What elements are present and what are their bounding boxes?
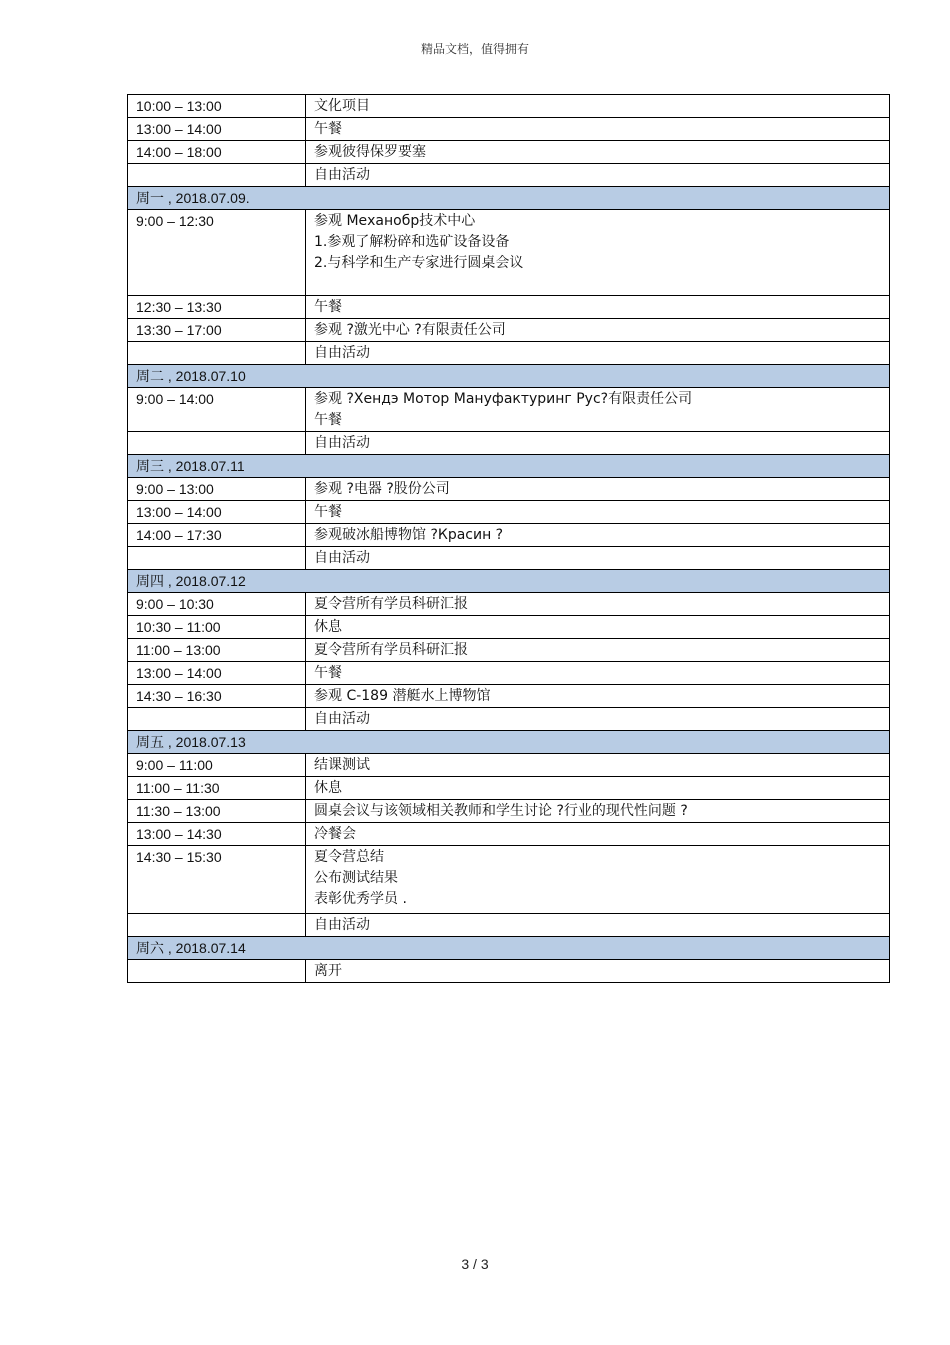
activity-text: 公布测试结果: [314, 870, 398, 886]
schedule-table: [127, 94, 890, 983]
time-cell: 10:00 – 13:00: [128, 95, 306, 118]
time-cell: 9:00 – 14:00: [128, 388, 306, 432]
schedule-row: [128, 342, 890, 365]
day-label: 周二 , 2018.07.10: [128, 365, 890, 388]
time-cell: 10:30 – 11:00: [128, 616, 306, 639]
schedule-row: [128, 524, 890, 547]
time-cell: 9:00 – 11:00: [128, 754, 306, 777]
time-cell: [128, 914, 306, 937]
day-header-row: [128, 570, 890, 593]
activity-cell: [306, 777, 890, 800]
schedule-row: [128, 547, 890, 570]
activity-text: 离开: [314, 963, 342, 979]
schedule-row: [128, 593, 890, 616]
day-label: 周三 , 2018.07.11: [128, 455, 890, 478]
day-label: 周四 , 2018.07.12: [128, 570, 890, 593]
activity-cell: [306, 210, 890, 296]
activity-cell: [306, 432, 890, 455]
schedule-row: [128, 754, 890, 777]
activity-text: 午餐: [314, 299, 342, 315]
time-cell: [128, 432, 306, 455]
activity-text: 圆桌会议与该领域相关教师和学生讨论 ?行业的现代性问题 ?: [314, 803, 688, 819]
activity-text: 表彰优秀学员 .: [314, 891, 407, 907]
time-cell: [128, 342, 306, 365]
schedule-row: [128, 800, 890, 823]
activity-cell: [306, 95, 890, 118]
schedule-row: [128, 662, 890, 685]
activity-text: 休息: [314, 619, 342, 635]
activity-cell: [306, 342, 890, 365]
activity-text: 参观 Механобр技术中心: [314, 213, 476, 229]
time-cell: 11:00 – 13:00: [128, 639, 306, 662]
activity-text: 自由活动: [314, 550, 370, 566]
day-label: 周六 , 2018.07.14: [128, 937, 890, 960]
schedule-row: [128, 141, 890, 164]
activity-text: 2.与科学和生产专家进行圆桌会议: [314, 255, 524, 271]
activity-cell: [306, 501, 890, 524]
activity-cell: [306, 846, 890, 914]
activity-cell: [306, 800, 890, 823]
time-cell: 9:00 – 13:00: [128, 478, 306, 501]
activity-cell: [306, 662, 890, 685]
activity-text: 午餐: [314, 504, 342, 520]
schedule-body: [128, 95, 890, 983]
time-cell: 11:00 – 11:30: [128, 777, 306, 800]
day-header-row: [128, 731, 890, 754]
activity-cell: [306, 639, 890, 662]
activity-text: 自由活动: [314, 167, 370, 183]
time-cell: 13:00 – 14:30: [128, 823, 306, 846]
day-header-row: [128, 937, 890, 960]
time-cell: 9:00 – 10:30: [128, 593, 306, 616]
activity-text: 参观 ?电器 ?股份公司: [314, 481, 450, 497]
schedule-row: [128, 708, 890, 731]
page-number: 3 / 3: [461, 1256, 489, 1272]
activity-text: 午餐: [314, 412, 342, 428]
activity-text: 夏令营所有学员科研汇报: [314, 642, 468, 658]
schedule-row: [128, 432, 890, 455]
schedule-row: [128, 95, 890, 118]
schedule-row: [128, 164, 890, 187]
time-cell: 9:00 – 12:30: [128, 210, 306, 296]
schedule-row: [128, 914, 890, 937]
schedule-row: [128, 388, 890, 432]
activity-text: 文化项目: [314, 98, 370, 114]
activity-text: 自由活动: [314, 917, 370, 933]
day-header-row: [128, 455, 890, 478]
schedule-row: [128, 846, 890, 914]
activity-text: 自由活动: [314, 711, 370, 727]
activity-text: 参观 ?激光中心 ?有限责任公司: [314, 322, 506, 338]
activity-cell: [306, 823, 890, 846]
day-label: 周一 , 2018.07.09.: [128, 187, 890, 210]
schedule-row: [128, 823, 890, 846]
time-cell: 13:30 – 17:00: [128, 319, 306, 342]
time-cell: 13:00 – 14:00: [128, 118, 306, 141]
activity-text: 休息: [314, 780, 342, 796]
time-cell: 11:30 – 13:00: [128, 800, 306, 823]
activity-cell: [306, 388, 890, 432]
activity-cell: [306, 478, 890, 501]
schedule-row: [128, 478, 890, 501]
activity-text: 自由活动: [314, 435, 370, 451]
activity-text: 午餐: [314, 665, 342, 681]
day-header-row: [128, 187, 890, 210]
activity-text: 参观彼得保罗要塞: [314, 144, 426, 160]
activity-text: 午餐: [314, 121, 342, 137]
schedule-row: [128, 210, 890, 296]
time-cell: [128, 164, 306, 187]
time-cell: 14:00 – 18:00: [128, 141, 306, 164]
activity-text: 参观 C-189 潜艇水上博物馆: [314, 688, 491, 704]
activity-cell: [306, 524, 890, 547]
activity-cell: [306, 685, 890, 708]
activity-text: 参观破冰船博物馆 ?Красин ?: [314, 527, 504, 543]
activity-cell: [306, 754, 890, 777]
activity-text: 夏令营所有学员科研汇报: [314, 596, 468, 612]
day-header-row: [128, 365, 890, 388]
schedule-row: [128, 777, 890, 800]
page-header: 精品文档，值得拥有: [420, 42, 529, 56]
activity-text: 自由活动: [314, 345, 370, 361]
time-cell: [128, 960, 306, 983]
day-label: 周五 , 2018.07.13: [128, 731, 890, 754]
time-cell: 13:00 – 14:00: [128, 501, 306, 524]
activity-cell: [306, 593, 890, 616]
schedule-row: [128, 319, 890, 342]
schedule-row: [128, 639, 890, 662]
activity-text: 结课测试: [314, 757, 370, 773]
activity-cell: [306, 547, 890, 570]
activity-text: 1.参观了解粉碎和选矿设备设备: [314, 234, 510, 250]
time-cell: 14:00 – 17:30: [128, 524, 306, 547]
time-cell: 14:30 – 15:30: [128, 846, 306, 914]
time-cell: [128, 708, 306, 731]
activity-cell: [306, 164, 890, 187]
activity-text: 参观 ?Хендэ Мотор Мануфактуринг Рус?有限责任公司: [314, 391, 693, 407]
activity-cell: [306, 141, 890, 164]
activity-cell: [306, 118, 890, 141]
activity-cell: [306, 616, 890, 639]
schedule-row: [128, 118, 890, 141]
activity-cell: [306, 708, 890, 731]
activity-cell: [306, 914, 890, 937]
schedule-row: [128, 296, 890, 319]
schedule-row: [128, 501, 890, 524]
activity-text: 夏令营总结: [314, 849, 384, 865]
schedule-row: [128, 685, 890, 708]
activity-text: 冷餐会: [314, 826, 356, 842]
activity-cell: [306, 960, 890, 983]
activity-cell: [306, 296, 890, 319]
time-cell: 12:30 – 13:30: [128, 296, 306, 319]
schedule-row: [128, 616, 890, 639]
activity-cell: [306, 319, 890, 342]
time-cell: 13:00 – 14:00: [128, 662, 306, 685]
schedule-row: [128, 960, 890, 983]
time-cell: [128, 547, 306, 570]
time-cell: 14:30 – 16:30: [128, 685, 306, 708]
